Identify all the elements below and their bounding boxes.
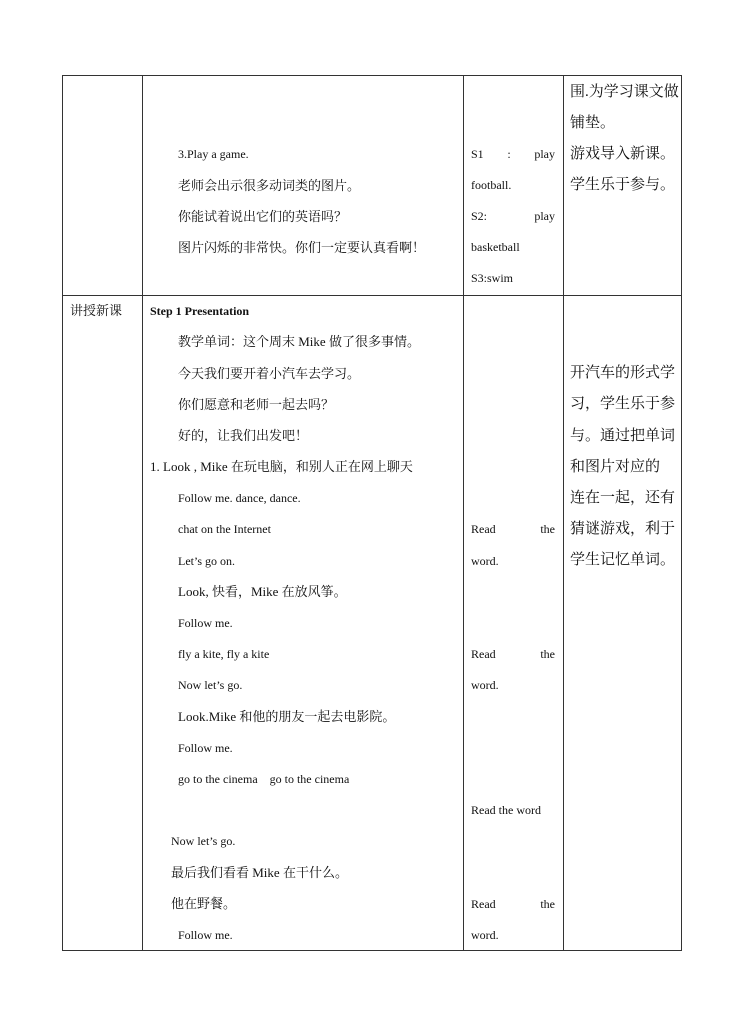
- row1-col3-s3: S3:swim: [471, 271, 514, 285]
- row2-col2-line: Now let’s go.: [178, 678, 243, 692]
- step-heading: Step 1 Presentation: [150, 304, 250, 318]
- row1-col4-line: 围.为学习课文做: [570, 84, 679, 100]
- row2-col2-line: 最后我们看看 Mike 在干什么。: [171, 865, 348, 880]
- row2-col2-line: fly a kite, fly a kite: [178, 647, 270, 661]
- table-bottom-border: [62, 950, 682, 951]
- row1-col4-line: 学生乐于参与。: [570, 177, 676, 193]
- row1-col3-s1: [471, 148, 555, 160]
- row1-col2-line: 老师会出示很多动词类的图片。: [178, 178, 361, 193]
- the-word: the: [540, 897, 555, 911]
- row2-col2-line: Look, 快看，Mike 在放风筝。: [178, 584, 347, 599]
- row1-col4-line: 铺垫。: [570, 115, 616, 131]
- row2-col2-line: Let’s go on.: [178, 554, 235, 568]
- row2-col1-label: 讲授新课: [70, 303, 123, 318]
- table-col-divider-1: [142, 75, 143, 951]
- s1-label: S1: [471, 147, 484, 161]
- row2-col4-line: 连在一起，还有: [570, 490, 676, 506]
- read-word: Read: [471, 897, 496, 911]
- row1-col3-basketball: basketball: [471, 240, 520, 254]
- the-word: the: [540, 647, 555, 661]
- row1-col3-football: football.: [471, 178, 512, 192]
- word-line: word.: [471, 928, 499, 942]
- row1-col2-line: 图片闪烁的非常快。你们一定要认真看啊！: [178, 240, 426, 255]
- word-line: word.: [471, 554, 499, 568]
- row1-col4-line: 游戏导入新课。: [570, 146, 676, 162]
- row1-col2-line: 你能试着说出它们的英语吗？: [178, 209, 348, 224]
- s1-colon: :: [507, 147, 511, 161]
- read-word: Read: [471, 522, 496, 536]
- row2-col2-line: Look.Mike 和他的朋友一起去电影院。: [178, 709, 396, 724]
- row2-col2-line: 今天我们要开着小汽车去学习。: [178, 366, 361, 381]
- read-the-line: [471, 523, 555, 535]
- s1-play: play: [534, 147, 555, 161]
- row2-col2-line: Follow me. dance, dance.: [178, 491, 301, 505]
- row2-col4-line: 学生记忆单词。: [570, 552, 676, 568]
- table-col-divider-2: [463, 75, 464, 951]
- row2-col2-line: 1. Look , Mike 在玩电脑，和别人正在网上聊天: [150, 459, 413, 474]
- row2-col2-line: 你们愿意和老师一起去吗？: [178, 397, 335, 412]
- row2-col2-line: Follow me.: [178, 928, 233, 942]
- row1-col3-s2: [471, 210, 555, 222]
- row2-col2-line: chat on the Internet: [178, 522, 271, 536]
- table-top-border: [62, 75, 682, 76]
- row2-col2-line: go to the cinema go to the cinema: [178, 772, 350, 786]
- s2-play: play: [534, 209, 555, 223]
- table-row-divider: [62, 295, 682, 296]
- row2-col4-line: 习，学生乐于参: [570, 396, 676, 412]
- read-word: Read: [471, 647, 496, 661]
- the-word: the: [540, 522, 555, 536]
- row2-col4-line: 猜谜游戏，利于: [570, 521, 676, 537]
- word-line: word.: [471, 678, 499, 692]
- row2-col4-line: 与。通过把单词: [570, 428, 676, 444]
- s2-label: S2:: [471, 209, 488, 223]
- read-the-line: [471, 648, 555, 660]
- row2-col2-line: 他在野餐。: [171, 896, 237, 911]
- table-right-border: [681, 75, 682, 951]
- row2-col4-line: 开汽车的形式学: [570, 365, 676, 381]
- row2-col2-line: Now let’s go.: [171, 834, 236, 848]
- row2-col2-line: Follow me.: [178, 741, 233, 755]
- table-col-divider-3: [563, 75, 564, 951]
- read-the-word-line: Read the word: [471, 803, 541, 817]
- table-left-border: [62, 75, 63, 951]
- row2-col2-line: Follow me.: [178, 616, 233, 630]
- row2-col2-line: 好的，让我们出发吧！: [178, 428, 309, 443]
- row1-col2-line: 3.Play a game.: [178, 147, 249, 161]
- row2-col4-line: 和图片对应的: [570, 459, 661, 475]
- read-the-line: [471, 898, 555, 910]
- row2-col2-line: 教学单词：这个周末 Mike 做了很多事情。: [178, 334, 420, 349]
